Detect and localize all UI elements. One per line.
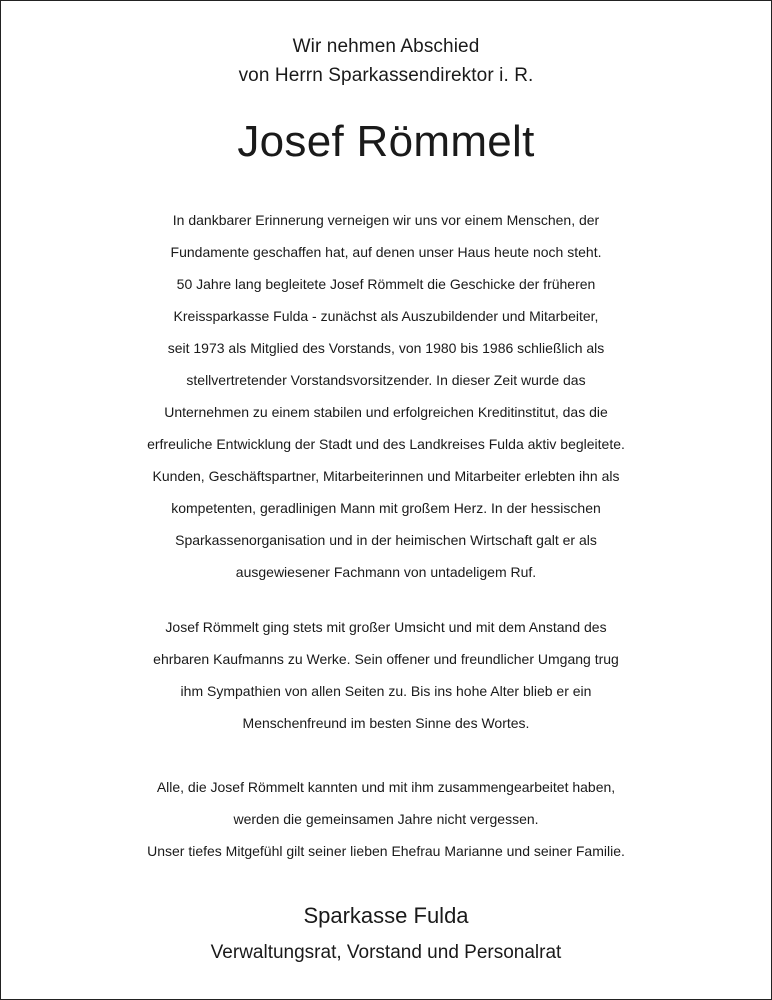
text-line: Menschenfreund im besten Sinne des Wortes.: [242, 715, 530, 731]
text-line: Kunden, Geschäftspartner, Mitarbeiterinnen und Mitarbeiter erlebten ihn als: [152, 468, 620, 484]
text-line: Alle, die Josef Römmelt kannten und mit ihm zusammengearbeitet haben,: [156, 779, 616, 795]
text-line: werden die gemeinsamen Jahre nicht vergessen.: [233, 811, 539, 827]
text-line: Unternehmen zu einem stabilen und erfolgreichen Kreditinstitut, das die: [164, 404, 608, 420]
tribute-paragraph-2: [0, 611, 772, 739]
text-line: stellvertretender Vorstandsvorsitzender. In dieser Zeit wurde das: [186, 372, 586, 388]
text-line: ehrbaren Kaufmanns zu Werke. Sein offener und freundlicher Umgang trug: [153, 651, 619, 667]
text-line: erfreuliche Entwicklung der Stadt und des Landkreises Fulda aktiv begleitete.: [147, 436, 625, 452]
text-line: Josef Römmelt ging stets mit großer Umsicht und mit dem Anstand des: [165, 619, 607, 635]
text-line: Unser tiefes Mitgefühl gilt seiner lieben Ehefrau Marianne und seiner Familie.: [147, 843, 625, 859]
tribute-paragraph-3: [0, 771, 772, 867]
text-line: Kreissparkasse Fulda - zunächst als Auszubildender und Mitarbeiter,: [173, 308, 599, 324]
text-line: ausgewiesener Fachmann von untadeligem Ruf.: [235, 564, 537, 580]
signature-organization: Sparkasse Fulda: [303, 903, 469, 928]
intro-heading: [0, 32, 772, 90]
intro-line-1: Wir nehmen Abschied: [292, 36, 480, 57]
text-line: ihm Sympathien von allen Seiten zu. Bis ins hohe Alter blieb er ein: [180, 683, 592, 699]
text-line: seit 1973 als Mitglied des Vorstands, von 1980 bis 1986 schließlich als: [167, 340, 605, 356]
text-line: In dankbarer Erinnerung verneigen wir uns vor einem Menschen, der: [172, 212, 600, 228]
intro-line-2: von Herrn Sparkassendirektor i. R.: [238, 65, 534, 86]
tribute-paragraph-1: [0, 204, 772, 588]
deceased-name: Josef Römmelt: [237, 117, 535, 166]
text-line: Sparkassenorganisation und in der heimischen Wirtschaft galt er als: [175, 532, 597, 548]
signature-bodies: Verwaltungsrat, Vorstand und Personalrat: [210, 942, 562, 963]
text-line: kompetenten, geradlinigen Mann mit großem Herz. In der hessischen: [171, 500, 601, 516]
text-line: Fundamente geschaffen hat, auf denen unser Haus heute noch steht.: [170, 244, 602, 260]
text-line: 50 Jahre lang begleitete Josef Römmelt die Geschicke der früheren: [176, 276, 596, 292]
